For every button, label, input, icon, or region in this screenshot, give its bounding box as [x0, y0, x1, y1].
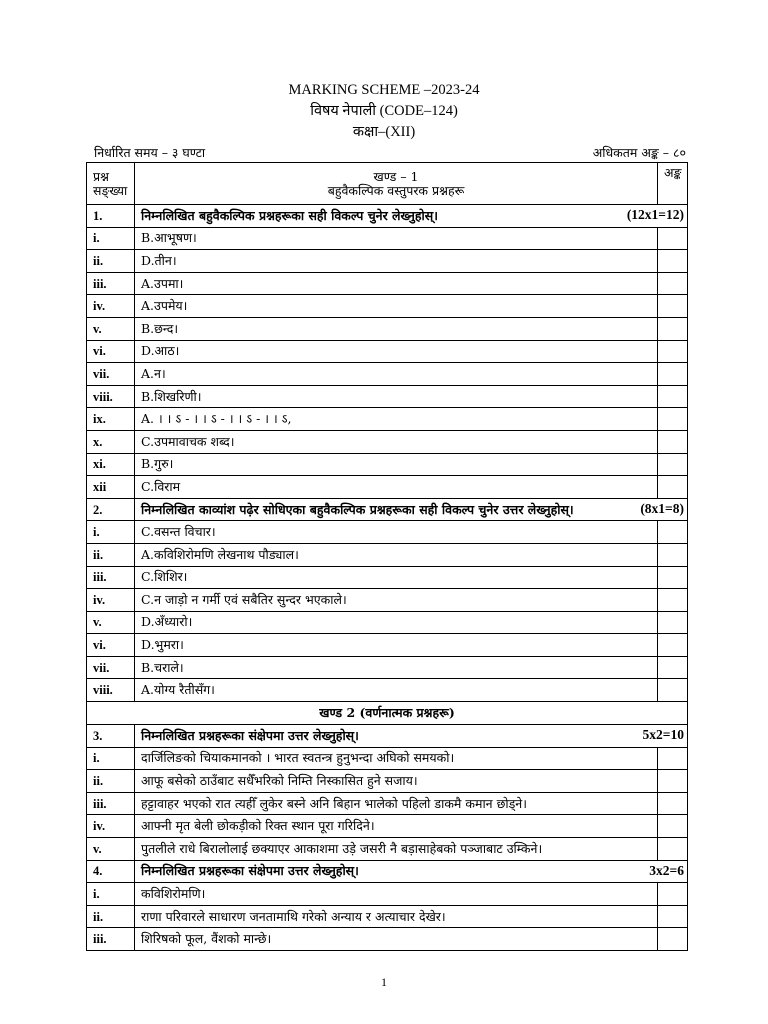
answer-marks-cell: [658, 611, 688, 634]
answer-number: i.: [87, 883, 135, 906]
question-text: [135, 725, 688, 748]
answer-number: v.: [87, 611, 135, 634]
section-2-row: [87, 702, 688, 725]
answer-marks-cell: [658, 227, 688, 250]
answer-row: [87, 476, 688, 499]
question-number: 1.: [87, 205, 135, 228]
answer-text: C.विराम: [135, 476, 658, 499]
answer-text: D.तीन।: [135, 250, 658, 273]
answer-text: C.वसन्त विचार।: [135, 521, 658, 544]
answer-row: [87, 770, 688, 793]
answer-text: हट्टावाहर भएको रात त्यहीँ लुकेर बस्ने अनि बिहान भालेको पहिलो डाकमै कमान छोड्ने।: [135, 792, 658, 815]
answer-row: [87, 589, 688, 612]
exam-meta-row: [86, 141, 686, 163]
answer-number: viii.: [87, 385, 135, 408]
question-text-label: निम्नलिखित काव्यांश पढ़ेर सोधिएका बहुवैकल्पिक प्रश्नहरूका सही विकल्प चुनेर उत्तर लेख्नुहोस्।: [141, 501, 574, 517]
question-text: [135, 205, 688, 228]
answer-marks-cell: [658, 928, 688, 951]
answer-number: iv.: [87, 815, 135, 838]
answer-number: v.: [87, 838, 135, 861]
max-marks: अधिकतम अङ्क – ८०: [592, 145, 686, 160]
answer-marks-cell: [658, 679, 688, 702]
answer-number: vi.: [87, 634, 135, 657]
answer-number: i.: [87, 747, 135, 770]
question-number: 2.: [87, 498, 135, 521]
answer-row: [87, 363, 688, 386]
answer-text: C.न जाड़ो न गर्मी एवं सबैतिर सुन्दर भएकाले।: [135, 589, 658, 612]
answer-number: viii.: [87, 679, 135, 702]
answer-row: [87, 747, 688, 770]
answer-row: [87, 566, 688, 589]
answer-text: A. । । ऽ - । । ऽ - । । ऽ - । । ऽ,: [135, 408, 658, 431]
question-marks: (8x1=8): [640, 500, 684, 516]
answer-number: iii.: [87, 566, 135, 589]
answer-marks-cell: [658, 905, 688, 928]
answer-marks-cell: [658, 340, 688, 363]
table-header-row: [87, 163, 688, 205]
answer-text: C.उपमावाचक शब्द।: [135, 430, 658, 453]
answer-number: ii.: [87, 770, 135, 793]
answer-text: A.कविशिरोमणि लेखनाथ पौड्याल।: [135, 543, 658, 566]
answer-marks-cell: [658, 566, 688, 589]
question-text-label: निम्नलिखित प्रश्नहरूका संक्षेपमा उत्तर लेख्नुहोस्।: [141, 727, 359, 743]
answer-row: [87, 340, 688, 363]
answer-row: [87, 905, 688, 928]
answer-number: vii.: [87, 656, 135, 679]
answer-text: शिरिषको फूल, वैंशको मान्छे।: [135, 928, 658, 951]
answer-row: [87, 250, 688, 273]
question-marks: 3x2=6: [649, 862, 684, 878]
answer-row: [87, 679, 688, 702]
answer-marks-cell: [658, 770, 688, 793]
answer-number: xii: [87, 476, 135, 499]
answer-text: D.भुमरा।: [135, 634, 658, 657]
answer-row: [87, 430, 688, 453]
answer-marks-cell: [658, 815, 688, 838]
subject-line: विषय नेपाली (CODE–124): [310, 103, 458, 119]
answer-text: C.शिशिर।: [135, 566, 658, 589]
answer-text: A.उपमा।: [135, 272, 658, 295]
answer-text: आफू बसेको ठाउँबाट सधैँभरिको निम्ति निस्कासित हुने सजाय।: [135, 770, 658, 793]
answer-number: ii.: [87, 543, 135, 566]
answer-marks-cell: [658, 792, 688, 815]
answer-row: [87, 928, 688, 951]
answer-text: B.शिखरिणी।: [135, 385, 658, 408]
answer-row: [87, 227, 688, 250]
answer-number: iv.: [87, 589, 135, 612]
section-header: [135, 163, 658, 205]
answer-row: [87, 295, 688, 318]
answer-number: xi.: [87, 453, 135, 476]
answer-marks-cell: [658, 250, 688, 273]
answer-number: ii.: [87, 905, 135, 928]
question-marks: (12x1=12): [626, 207, 684, 222]
answer-number: iii.: [87, 792, 135, 815]
answer-row: [87, 317, 688, 340]
question-number: 3.: [87, 725, 135, 748]
page-number: 1: [381, 975, 387, 989]
answer-text: D.आठ।: [135, 340, 658, 363]
answer-number: x.: [87, 430, 135, 453]
answer-marks-cell: [658, 408, 688, 431]
question-text: [135, 860, 688, 883]
scheme-title: MARKING SCHEME –2023-24: [288, 82, 480, 98]
answer-text: B.आभूषण।: [135, 227, 658, 250]
time-allowed: निर्धारित समय – ३ घण्टा: [94, 145, 206, 160]
answer-row: [87, 838, 688, 861]
answer-text: पुतलीले राधे बिरालोलाई छक्याएर आकाशमा उड़े जसरी नै बड़ासाहेबको पञ्जाबाट उम्किने।: [135, 838, 658, 861]
answer-row: [87, 543, 688, 566]
answer-row: [87, 521, 688, 544]
answer-text: B.छन्द।: [135, 317, 658, 340]
section-subtitle: बहुवैकल्पिक वस्तुपरक प्रश्नहरू: [327, 182, 465, 198]
answer-text: B.चराले।: [135, 656, 658, 679]
answer-text: कविशिरोमणि।: [135, 883, 658, 906]
answer-number: v.: [87, 317, 135, 340]
answer-row: [87, 272, 688, 295]
marks-header: अङ्क: [658, 163, 688, 205]
question-row: [87, 205, 688, 228]
question-text-label: निम्नलिखित प्रश्नहरूका संक्षेपमा उत्तर लेख्नुहोस्।: [141, 863, 359, 879]
answer-number: i.: [87, 227, 135, 250]
answer-row: [87, 634, 688, 657]
class-line: कक्षा–(XII): [352, 124, 416, 140]
answer-marks-cell: [658, 634, 688, 657]
answer-row: [87, 815, 688, 838]
answer-number: i.: [87, 521, 135, 544]
answer-marks-cell: [658, 295, 688, 318]
answer-text: A.न।: [135, 363, 658, 386]
answer-row: [87, 611, 688, 634]
answer-marks-cell: [658, 656, 688, 679]
answer-marks-cell: [658, 883, 688, 906]
answer-text: A.उपमेय।: [135, 295, 658, 318]
answer-number: vi.: [87, 340, 135, 363]
answer-marks-cell: [658, 363, 688, 386]
answer-marks-cell: [658, 317, 688, 340]
question-row: [87, 498, 688, 521]
question-number: 4.: [87, 860, 135, 883]
answer-row: [87, 883, 688, 906]
answer-text: आफ्नी मृत बेली छोकड़ीको रिक्त स्थान पूरा गरिदिने।: [135, 815, 658, 838]
answer-marks-cell: [658, 430, 688, 453]
question-row: [87, 860, 688, 883]
section-2-title: खण्ड 2 (वर्णनात्मक प्रश्नहरू): [87, 702, 688, 725]
answer-marks-cell: [658, 747, 688, 770]
answer-marks-cell: [658, 453, 688, 476]
question-text-label: निम्नलिखित बहुवैकल्पिक प्रश्नहरूका सही विकल्प चुनेर लेख्नुहोस्।: [141, 207, 438, 223]
answer-row: [87, 408, 688, 431]
question-text: [135, 498, 688, 521]
answer-number: vii.: [87, 363, 135, 386]
answer-marks-cell: [658, 589, 688, 612]
answer-text: A.योग्य रैतीसँग।: [135, 679, 658, 702]
answer-number: iv.: [87, 295, 135, 318]
answer-text: राणा परिवारले साधारण जनतामाथि गरेको अन्याय र अत्याचार देखेर।: [135, 905, 658, 928]
answer-text: D.अँध्यारो।: [135, 611, 658, 634]
answer-row: [87, 453, 688, 476]
answer-marks-cell: [658, 543, 688, 566]
answer-text: B.गुरु।: [135, 453, 658, 476]
answer-text: दार्जिलिङको चियाकमानको । भारत स्वतन्त्र हुनुभन्दा अघिको समयको।: [135, 747, 658, 770]
answer-number: ii.: [87, 250, 135, 273]
question-row: [87, 725, 688, 748]
answer-row: [87, 792, 688, 815]
answer-number: iii.: [87, 272, 135, 295]
marking-scheme-table: [86, 162, 688, 951]
answer-marks-cell: [658, 838, 688, 861]
answer-marks-cell: [658, 272, 688, 295]
answer-number: ix.: [87, 408, 135, 431]
question-marks: 5x2=10: [642, 727, 684, 743]
answer-marks-cell: [658, 521, 688, 544]
answer-row: [87, 385, 688, 408]
answer-number: iii.: [87, 928, 135, 951]
question-number-header: प्रश्न सङ्ख्या: [87, 163, 135, 205]
section-title: खण्ड – 1: [373, 168, 419, 184]
answer-marks-cell: [658, 385, 688, 408]
answer-marks-cell: [658, 476, 688, 499]
answer-row: [87, 656, 688, 679]
document-title-block: [0, 80, 768, 143]
